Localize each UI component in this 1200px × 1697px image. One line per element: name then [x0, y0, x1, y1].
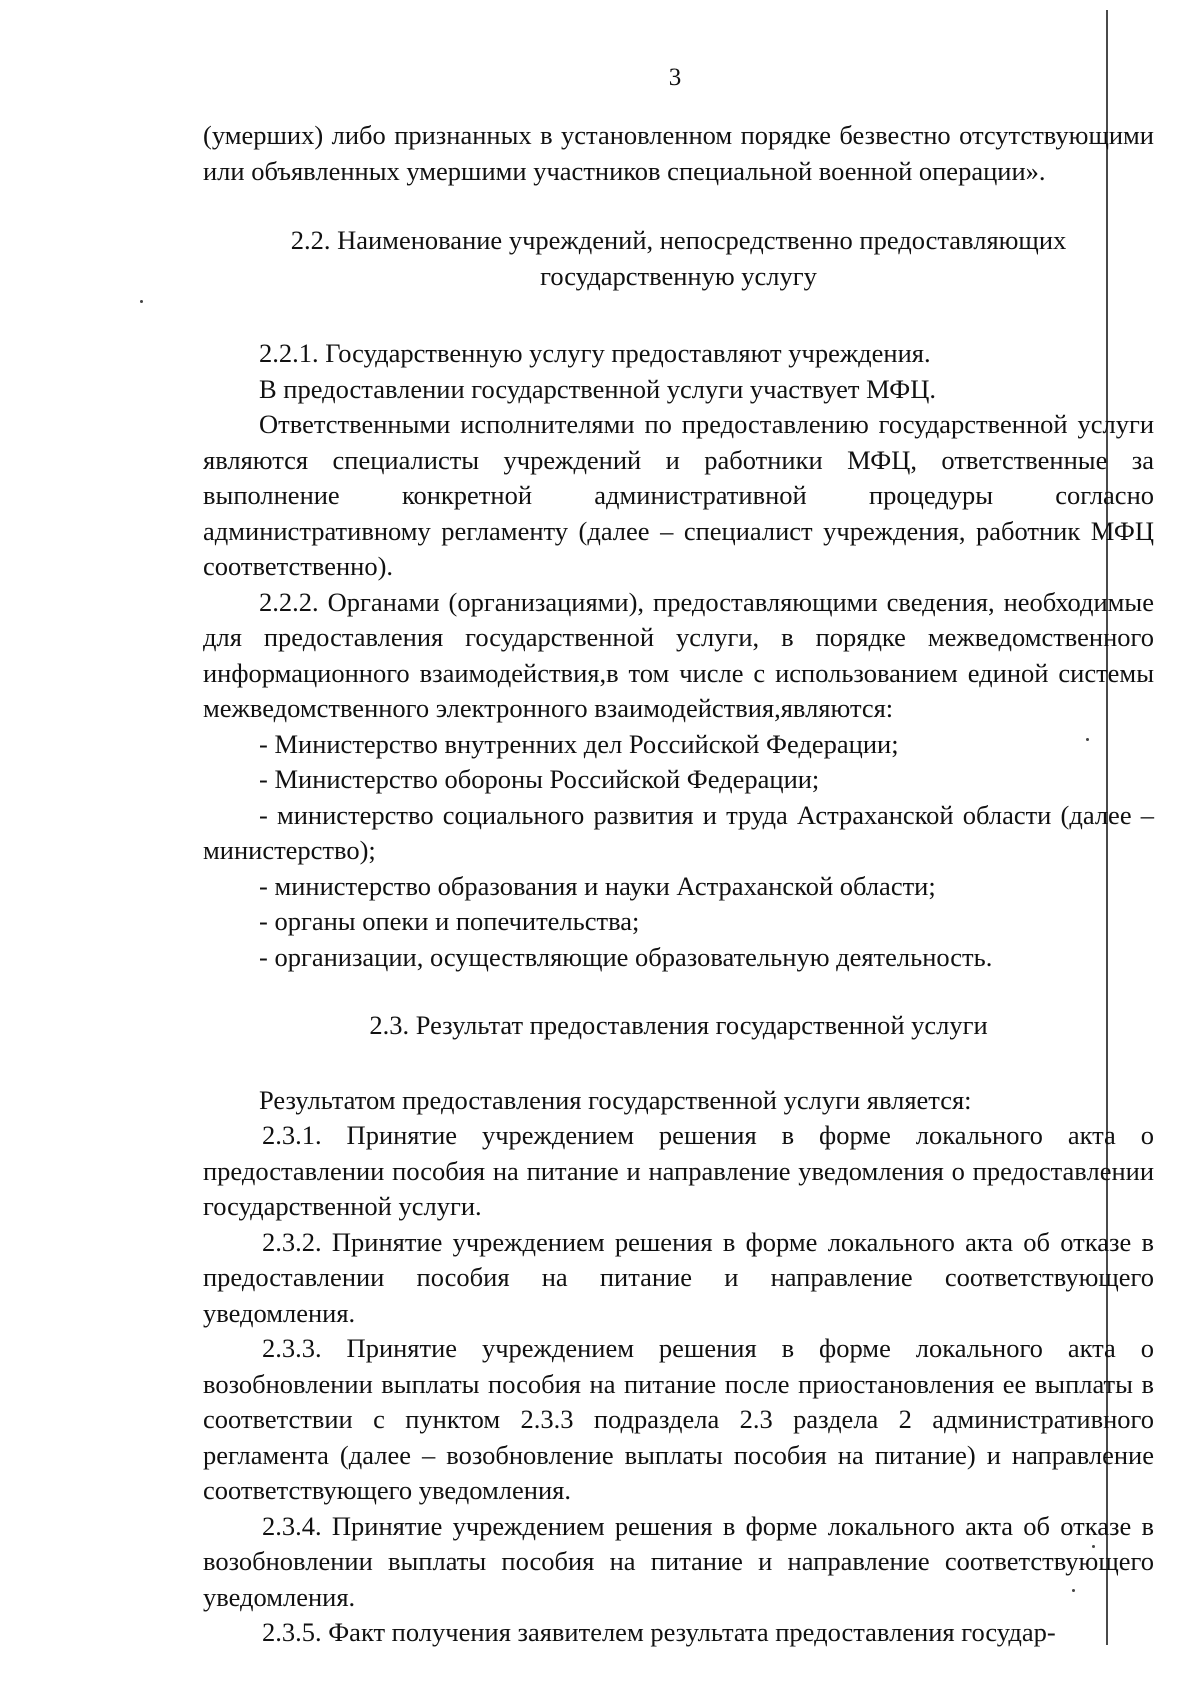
paragraph-2-3-1: 2.3.1. Принятие учреждением решения в форме локального акта о предоставлении пособия на питание и направление уведомления о предоставлении государственной услуги. — [203, 1120, 1154, 1221]
list-item: - министерство социального развития и труда Астраханской области (далее – министерство); — [203, 799, 1154, 865]
paragraph-2-3-5: 2.3.5. Факт получения заявителем результата предоставления государ- — [262, 1617, 1056, 1647]
list-item: - Министерство обороны Российской Федерации; — [259, 764, 820, 794]
document-body — [203, 118, 1154, 1651]
section-heading-2-2: 2.2. Наименование учреждений, непосредственно предоставляющих государственную услугу — [290, 225, 1067, 291]
paragraph-2-2-2: 2.2.2. Органами (организациями), предоставляющими сведения, необходимые для предоставления государственной услуги, в порядке межведомственного информационного взаимодействия,в том числе с использованием единой системы межведомственного электронного взаимодействия,являются: — [203, 586, 1154, 723]
section-heading-2-3: 2.3. Результат предоставления государственной услуги — [369, 1010, 988, 1040]
paragraph-2-3-3: 2.3.3. Принятие учреждением решения в форме локального акта о возобновлении выплаты пособия на питание после приостановления ее выплаты в соответствии с пунктом 2.3.3 подраздела 2.3 раздела 2 административного регламента (далее – возобновление выплаты пособия на питание) и направление соответствующего уведомления. — [203, 1333, 1154, 1505]
intro-continuation: (умерших) либо признанных в установленном порядке безвестно отсутствующими или объявленных умершими участников специальной военной операции». — [203, 120, 1154, 186]
list-item: - органы опеки и попечительства; — [259, 906, 640, 936]
paragraph-responsible: Ответственными исполнителями по предоставлению государственной услуги являются специалисты учреждений и работники МФЦ, ответственные за выполнение конкретной административной процедуры согласно административному регламенту (далее – специалист учреждения, работник МФЦ соответственно). — [203, 409, 1154, 581]
list-item: - организации, осуществляющие образовательную деятельность. — [259, 941, 993, 972]
paragraph-2-2-1: 2.2.1. Государственную услугу предоставляют учреждения. — [259, 338, 931, 368]
list-item: - Министерство внутренних дел Российской Федерации; — [259, 728, 899, 759]
paragraph-2-3-2: 2.3.2. Принятие учреждением решения в форме локального акта об отказе в предоставлении пособия на питание и направление соответствующего уведомления. — [203, 1226, 1154, 1328]
paragraph-mfc: В предоставлении государственной услуги участвует МФЦ. — [259, 373, 937, 404]
scan-speck — [140, 300, 143, 303]
list-item: - министерство образования и науки Астраханской области; — [259, 870, 936, 901]
paragraph-results-intro: Результатом предоставления государственной услуги является: — [259, 1084, 972, 1115]
page-number: 3 — [668, 64, 682, 91]
paragraph-2-3-4: 2.3.4. Принятие учреждением решения в форме локального акта об отказе в возобновлении выплаты пособия на питание и направление соответствующего уведомления. — [203, 1510, 1154, 1612]
